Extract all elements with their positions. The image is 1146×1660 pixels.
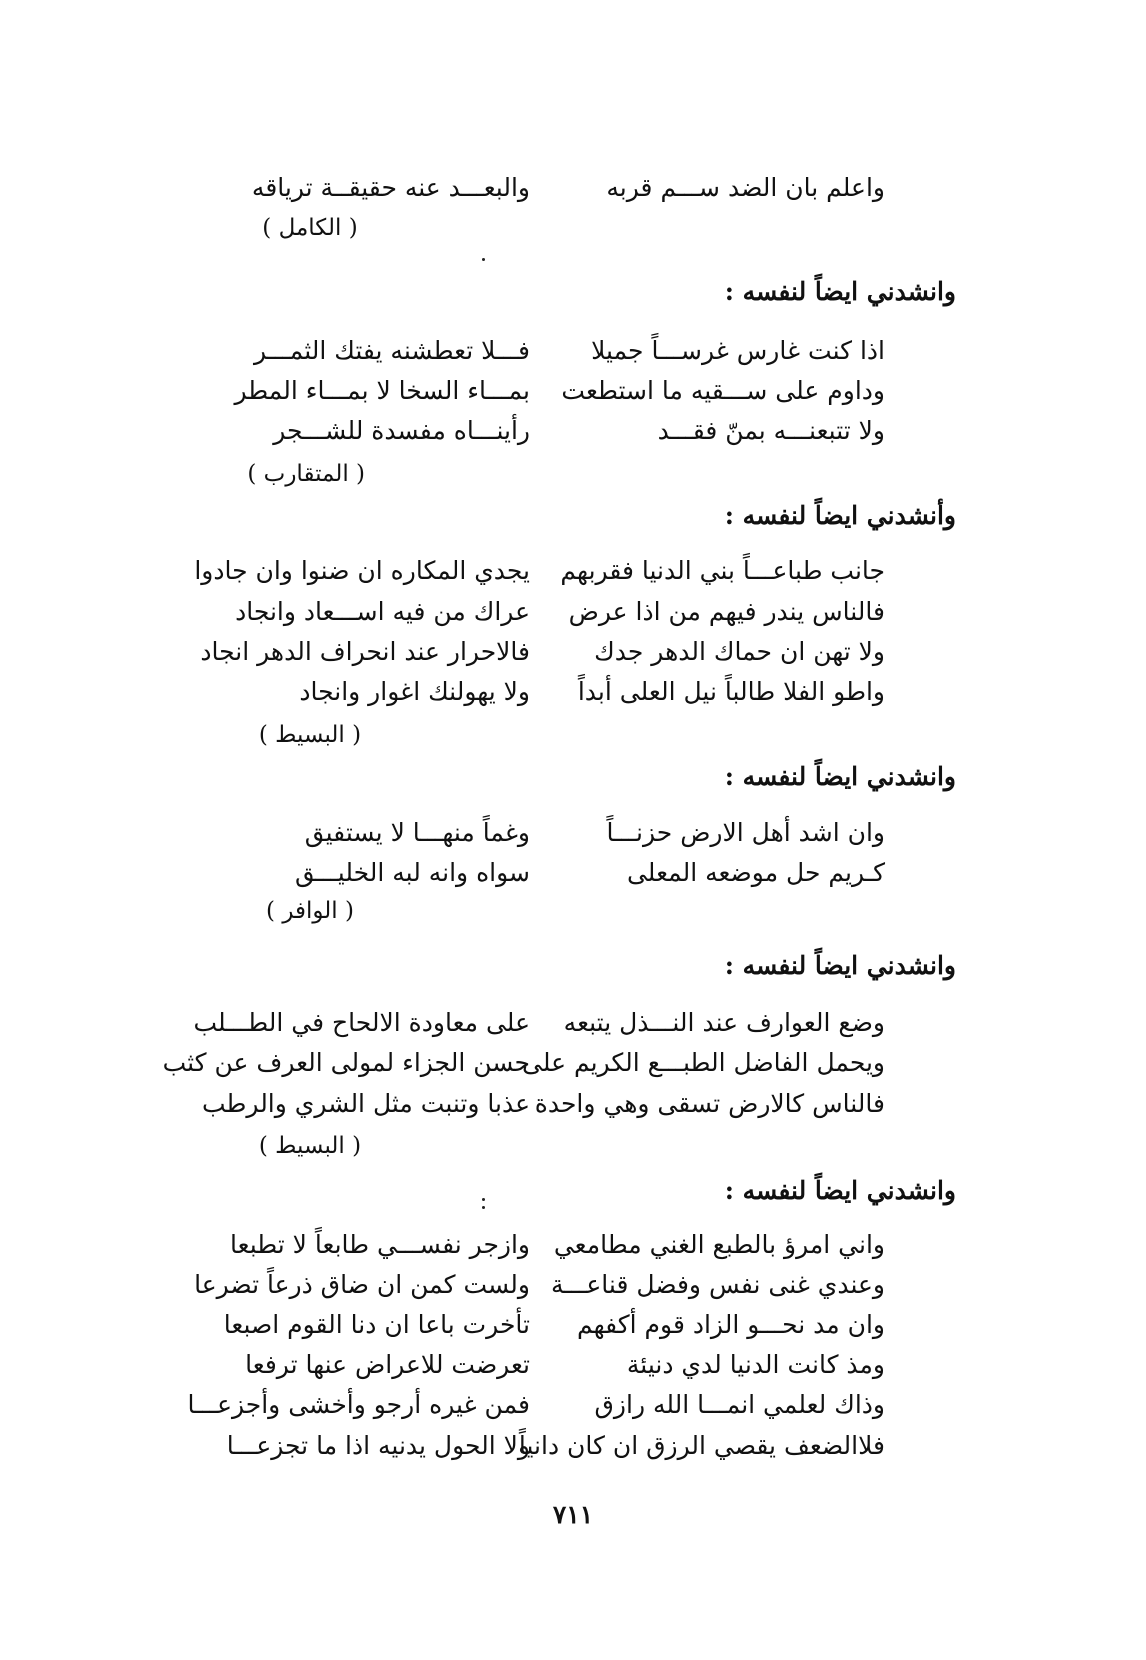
verse-first-hemistich: فلاالضعف يقصي الرزق ان كان دانياً (518, 1431, 885, 1460)
verse-first-hemistich: فالناس يندر فيهم من اذا عرض (568, 597, 885, 626)
verse-first-hemistich: ومذ كانت الدنيا لدي دنيئة (626, 1350, 885, 1379)
verse-second-hemistich: والبعـــد عنه حقيقــة ترياقه (251, 173, 530, 202)
section-intro: وأنشدني ايضاً لنفسه : (724, 501, 956, 530)
verse-second-hemistich: وازجر نفســـي طابعاً لا تطبعا (230, 1230, 530, 1259)
ink-speck (482, 1206, 485, 1209)
verse-second-hemistich: ولست كمن ان ضاق ذرعاً تضرعا (194, 1270, 530, 1299)
meter-label: ( الكامل ) (262, 215, 358, 241)
verse-first-hemistich: وعندي غنى نفس وفضل قناعـــة (551, 1270, 885, 1299)
section-intro: وانشدني ايضاً لنفسه : (724, 277, 956, 306)
verse-first-hemistich: وداوم على ســـقيه ما استطعت (561, 376, 885, 405)
verse-second-hemistich: فـــلا تعطشنه يفتك الثمـــر (253, 336, 530, 365)
verse-first-hemistich: ولا تهن ان حماك الدهر جدك (594, 637, 885, 666)
meter-label: ( المتقارب ) (247, 461, 365, 487)
verse-second-hemistich: سواه وانه لبه الخليـــق (294, 858, 530, 887)
verse-second-hemistich: عذبا وتنبت مثل الشري والرطب (201, 1089, 530, 1118)
section-intro: وانشدني ايضاً لنفسه : (724, 762, 956, 791)
ink-speck (482, 258, 485, 261)
verse-first-hemistich: واني امرؤ بالطبع الغني مطامعي (553, 1230, 885, 1259)
section-intro: وانشدني ايضاً لنفسه : (724, 1176, 956, 1205)
verse-first-hemistich: ويحمل الفاضل الطبـــع الكريم على (521, 1048, 885, 1077)
verse-second-hemistich: فالاحرار عند انحراف الدهر انجاد (200, 637, 530, 666)
meter-label: ( البسيط ) (258, 722, 362, 748)
verse-second-hemistich: فمن غيره أرجو وأخشى وأجزعـــا (187, 1390, 530, 1419)
meter-label: ( البسيط ) (258, 1133, 362, 1159)
verse-first-hemistich: واطو الفلا طالباً نيل العلى أبداً (577, 677, 885, 706)
verse-first-hemistich: ولا تتبعنـــه بمنّ فقـــد (657, 416, 885, 445)
section-intro: وانشدني ايضاً لنفسه : (724, 951, 956, 980)
ink-speck (482, 1198, 485, 1201)
verse-first-hemistich: وذاك لعلمي انمـــا الله رازق (594, 1390, 885, 1419)
verse-first-hemistich: وان اشد أهل الارض حزنـــاً (606, 818, 885, 847)
verse-second-hemistich: وغماً منهـــا لا يستفيق (304, 818, 530, 847)
verse-first-hemistich: اذا كنت غارس غرســـاً جميلا (591, 336, 885, 365)
verse-second-hemistich: ولا يهولنك اغوار وانجاد (299, 677, 530, 706)
verse-second-hemistich: بمـــاء السخا لا بمـــاء المطر (234, 376, 530, 405)
verse-second-hemistich: عراك من فيه اســـعاد وانجاد (235, 597, 530, 626)
verse-second-hemistich: رأينـــاه مفسدة للشـــجر (273, 416, 530, 445)
verse-second-hemistich: تعرضت للاعراض عنها ترفعا (245, 1350, 530, 1379)
verse-first-hemistich: فالناس كالارض تسقى وهي واحدة (534, 1089, 885, 1118)
verse-first-hemistich: جانب طباعـــاً بني الدنيا فقربهم (560, 556, 885, 585)
verse-first-hemistich: وان مد نحـــو الزاد قوم أكفهم (576, 1310, 885, 1339)
verse-first-hemistich: واعلم بان الضد ســـم قربه (606, 173, 885, 202)
verse-first-hemistich: وضع العوارف عند النـــذل يتبعه (563, 1008, 885, 1037)
verse-second-hemistich: تأخرت باعا ان دنا القوم اصبعا (223, 1310, 530, 1339)
verse-first-hemistich: كـريم حل موضعه المعلى (626, 858, 885, 887)
page-number: ٧١١ (552, 1500, 594, 1529)
verse-second-hemistich: حسن الجزاء لمولى العرف عن كثب (162, 1048, 530, 1077)
verse-second-hemistich: يجدي المكاره ان ضنوا وان جادوا (194, 556, 530, 585)
meter-label: ( الوافر ) (266, 898, 354, 924)
verse-second-hemistich: على معاودة الالحاح في الطـــلب (193, 1008, 530, 1037)
verse-second-hemistich: ولا الحول يدنيه اذا ما تجزعـــا (226, 1431, 530, 1460)
